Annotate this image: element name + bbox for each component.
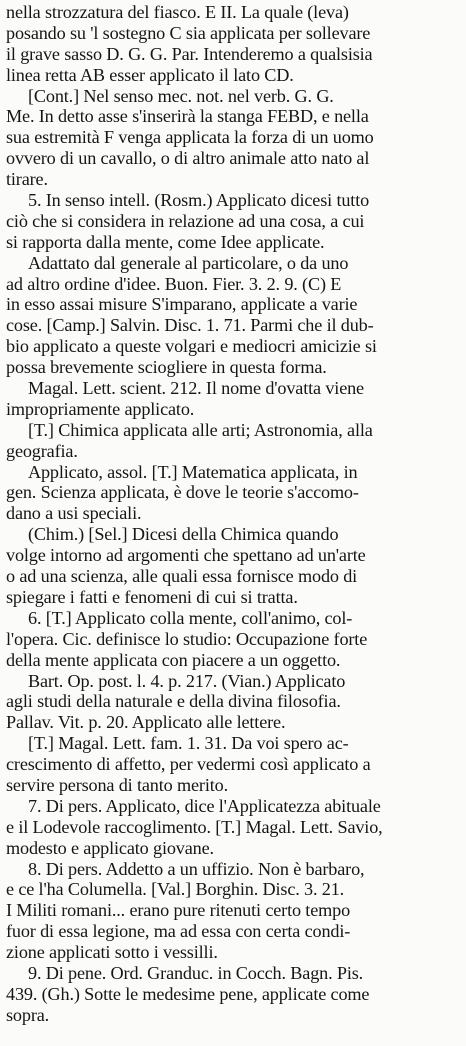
text-line: possa brevemente sciogliere in questa forma. <box>6 357 327 378</box>
text-line: gen. Scienza applicata, è dove le teorie s'accomo- <box>6 482 359 503</box>
text-line: l'opera. Cic. definisce lo studio: Occupazione forte <box>6 628 368 649</box>
text-line: [T.] Magal. Lett. fam. 1. 31. Da voi spero ac- <box>28 733 349 754</box>
text-line: spiegare i fatti e fenomeni di cui si tratta. <box>6 586 298 607</box>
text-line: bio applicato a queste volgari e mediocri amicizie si <box>6 336 377 357</box>
text-line: Bart. Op. post. l. 4. p. 217. (Vian.) Applicato <box>28 670 346 691</box>
text-line: 5. In senso intell. (Rosm.) Applicato dicesi tutto <box>28 190 370 211</box>
text-line: geografia. <box>6 440 78 461</box>
text-line: e il Lodevole raccoglimento. [T.] Magal. Lett. Savio, <box>6 816 383 837</box>
text-line: agli studi della naturale e della divina filosofia. <box>6 691 341 712</box>
text-line: zione applicati sotto i vessilli. <box>6 942 218 963</box>
text-line: (Chim.) [Sel.] Dicesi della Chimica quando <box>28 524 339 545</box>
text-line: Adattato dal generale al particolare, o da uno <box>28 252 349 273</box>
text-line: Pallav. Vit. p. 20. Applicato alle lettere. <box>6 712 286 733</box>
text-line: cose. [Camp.] Salvin. Disc. 1. 71. Parmi che il dub- <box>6 315 374 336</box>
text-line: 7. Di pers. Applicato, dice l'Applicatezza abituale <box>28 795 381 816</box>
text-line: modesto e applicato giovane. <box>6 837 214 858</box>
text-line: in esso assai misure S'imparano, applicate a varie <box>6 294 358 315</box>
text-line: nella strozzatura del fiasco. E II. La quale (leva) <box>6 2 349 22</box>
text-line: servire persona di tanto merito. <box>6 774 228 795</box>
text-line: si rapporta dalla mente, come Idee applicate. <box>6 231 325 252</box>
text-line: ad altro ordine d'idee. Buon. Fier. 3. 2. 9. (C) E <box>6 273 342 294</box>
text-line: ciò che si considera in relazione ad una cosa, a cui <box>6 210 365 231</box>
text-line: il grave sasso D. G. G. Par. Intenderemo a qualsisia <box>6 43 373 64</box>
text-line: [T.] Chimica applicata alle arti; Astronomia, alla <box>28 419 373 440</box>
text-line: crescimento di affetto, per vedermi così applicato a <box>6 754 371 775</box>
text-line: linea retta AB esser applicato il lato CD. <box>6 64 294 85</box>
text-line: sopra. <box>6 1004 50 1025</box>
text-line: dano a usi speciali. <box>6 503 142 524</box>
text-line: Applicato, assol. [T.] Matematica applicata, in <box>28 461 358 482</box>
text-line: volge intorno ad argomenti che spettano ad un'arte <box>6 545 366 566</box>
text-line: 9. Di pene. Ord. Granduc. in Cocch. Bagn. Pis. <box>28 962 364 983</box>
text-line: della mente applicata con piacere a un oggetto. <box>6 649 341 670</box>
text-line: posando su 'l sostegno C sia applicata per sollevare <box>6 22 371 43</box>
text-line: [Cont.] Nel senso mec. not. nel verb. G. G. <box>28 85 334 106</box>
text-line: I Militi romani... erano pure ritenuti certo tempo <box>6 900 351 921</box>
text-column <box>6 2 460 1026</box>
text-line: 439. (Gh.) Sotte le medesime pene, applicate come <box>6 983 370 1004</box>
text-line: o ad una scienza, alle quali essa fornisce modo di <box>6 566 358 587</box>
text-line: 8. Di pers. Addetto a un uffizio. Non è barbaro, <box>28 858 365 879</box>
text-line: e ce l'ha Columella. [Val.] Borghin. Disc. 3. 21. <box>6 879 345 900</box>
text-line: ovvero di un cavallo, o di altro animale atto nato al <box>6 148 370 169</box>
text-line: sua estremità F venga applicata la forza di un uomo <box>6 127 374 148</box>
text-line: 6. [T.] Applicato colla mente, coll'animo, col- <box>28 607 353 628</box>
text-line: Me. In detto asse s'inserirà la stanga FEBD, e nella <box>6 106 369 127</box>
text-line: Magal. Lett. scient. 212. Il nome d'ovatta viene <box>28 378 364 399</box>
text-line: tirare. <box>6 169 48 190</box>
text-line: fuor di essa legione, ma ad essa con certa condi- <box>6 921 351 942</box>
text-line: impropriamente applicato. <box>6 398 195 419</box>
